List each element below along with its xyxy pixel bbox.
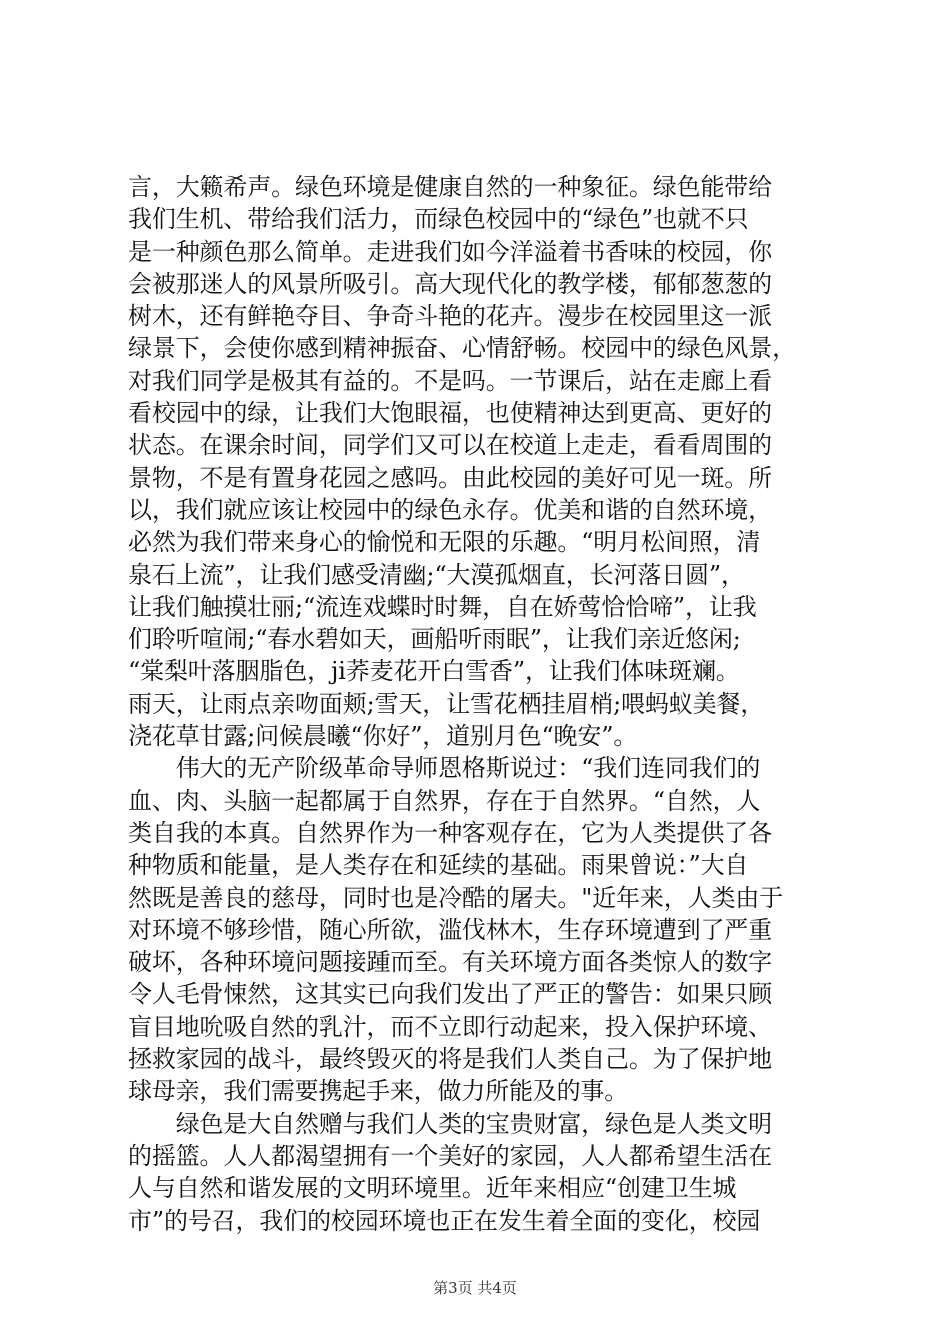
- text-line: 我们生机、带给我们活力，而绿色校园中的“绿色”也就不只: [128, 205, 749, 234]
- text-line: 言，大籁希声。绿色环境是健康自然的一种象征。绿色能带给: [128, 173, 772, 201]
- text-line: 看校园中的绿，让我们大饱眼福，也使精神达到更高、更好的: [128, 399, 772, 428]
- body-text: [128, 171, 848, 1237]
- text-line: 破坏，各种环境问题接踵而至。有关环境方面各类惊人的数字: [128, 948, 772, 977]
- text-line: 的摇篮。人人都渴望拥有一个美好的家园，人人都希望生活在: [128, 1141, 772, 1170]
- text-line: 对我们同学是极其有益的。不是吗。一节课后，站在走廊上看: [128, 366, 772, 395]
- text-line: 盲目地吮吸自然的乳汁，而不立即行动起来，投入保护环境、: [128, 1012, 772, 1041]
- text-line: 球母亲，我们需要携起手来，做力所能及的事。: [128, 1077, 628, 1106]
- text-line: 泉石上流”，让我们感受清幽;“大漠孤烟直，长河落日圆”，: [128, 560, 745, 589]
- text-line: “棠梨叶落胭脂色，ji荞麦花开白雪香”，让我们体味斑斓。: [128, 657, 740, 686]
- page-footer: 第3页 共4页: [433, 1279, 517, 1297]
- text-line: 绿色是大自然赠与我们人类的宝贵财富，绿色是人类文明: [128, 1109, 772, 1138]
- text-line: 血、肉、头脑一起都属于自然界，存在于自然界。“自然，人: [128, 786, 761, 815]
- text-line: 会被那迷人的风景所吸引。高大现代化的教学楼，郁郁葱葱的: [128, 269, 772, 298]
- text-line: 拯救家园的战斗，最终毁灭的将是我们人类自己。为了保护地: [128, 1045, 772, 1074]
- text-line: 状态。在课余时间，同学们又可以在校道上走走，看看周围的: [128, 431, 772, 460]
- text-line: 伟大的无产阶级革命导师恩格斯说过：“我们连同我们的: [128, 754, 761, 783]
- text-line: 树木，还有鲜艳夺目、争奇斗艳的花卉。漫步在校园里这一派: [128, 302, 772, 331]
- text-line: 景物，不是有置身花园之感吗。由此校园的美好可见一斑。所: [128, 463, 772, 492]
- text-line: 种物质和能量，是人类存在和延续的基础。雨果曾说：”大自: [128, 851, 749, 880]
- text-line: 浇花草甘露;问候晨曦“你好”，道别月色“晚安”。: [128, 722, 638, 751]
- text-line: 绿景下，会使你感到精神振奋、心情舒畅。校园中的绿色风景，: [128, 334, 796, 363]
- text-line: 然既是善良的慈母，同时也是冷酷的屠夫。"近年来，人类由于: [128, 883, 784, 912]
- text-line: 对环境不够珍惜，随心所欲，滥伐林木，生存环境遭到了严重: [128, 915, 772, 944]
- text-line: 市”的号召，我们的校园环境也正在发生着全面的变化，校园: [128, 1206, 761, 1235]
- text-line: 是一种颜色那么简单。走进我们如今洋溢着书香味的校园，你: [128, 237, 772, 266]
- text-line: 们聆听喧闹;“春水碧如天，画船听雨眠”，让我们亲近悠闲;: [128, 625, 741, 654]
- text-line: 人与自然和谐发展的文明环境里。近年来相应“创建卫生城: [128, 1174, 737, 1203]
- text-line: 让我们触摸壮丽;“流连戏蝶时时舞，自在娇莺恰恰啼”，让我: [128, 592, 757, 621]
- text-line: 令人毛骨悚然，这其实已向我们发出了严正的警告：如果只顾: [128, 980, 772, 1009]
- text-line: 类自我的本真。自然界作为一种客观存在，它为人类提供了各: [128, 818, 772, 847]
- text-line: 以，我们就应该让校园中的绿色永存。优美和谐的自然环境，: [128, 495, 772, 524]
- text-line: 必然为我们带来身心的愉悦和无限的乐趣。“明月松间照，清: [128, 528, 761, 557]
- text-line: 雨天，让雨点亲吻面颊;雪天，让雪花栖挂眉梢;喂蚂蚁美餐，: [128, 689, 765, 718]
